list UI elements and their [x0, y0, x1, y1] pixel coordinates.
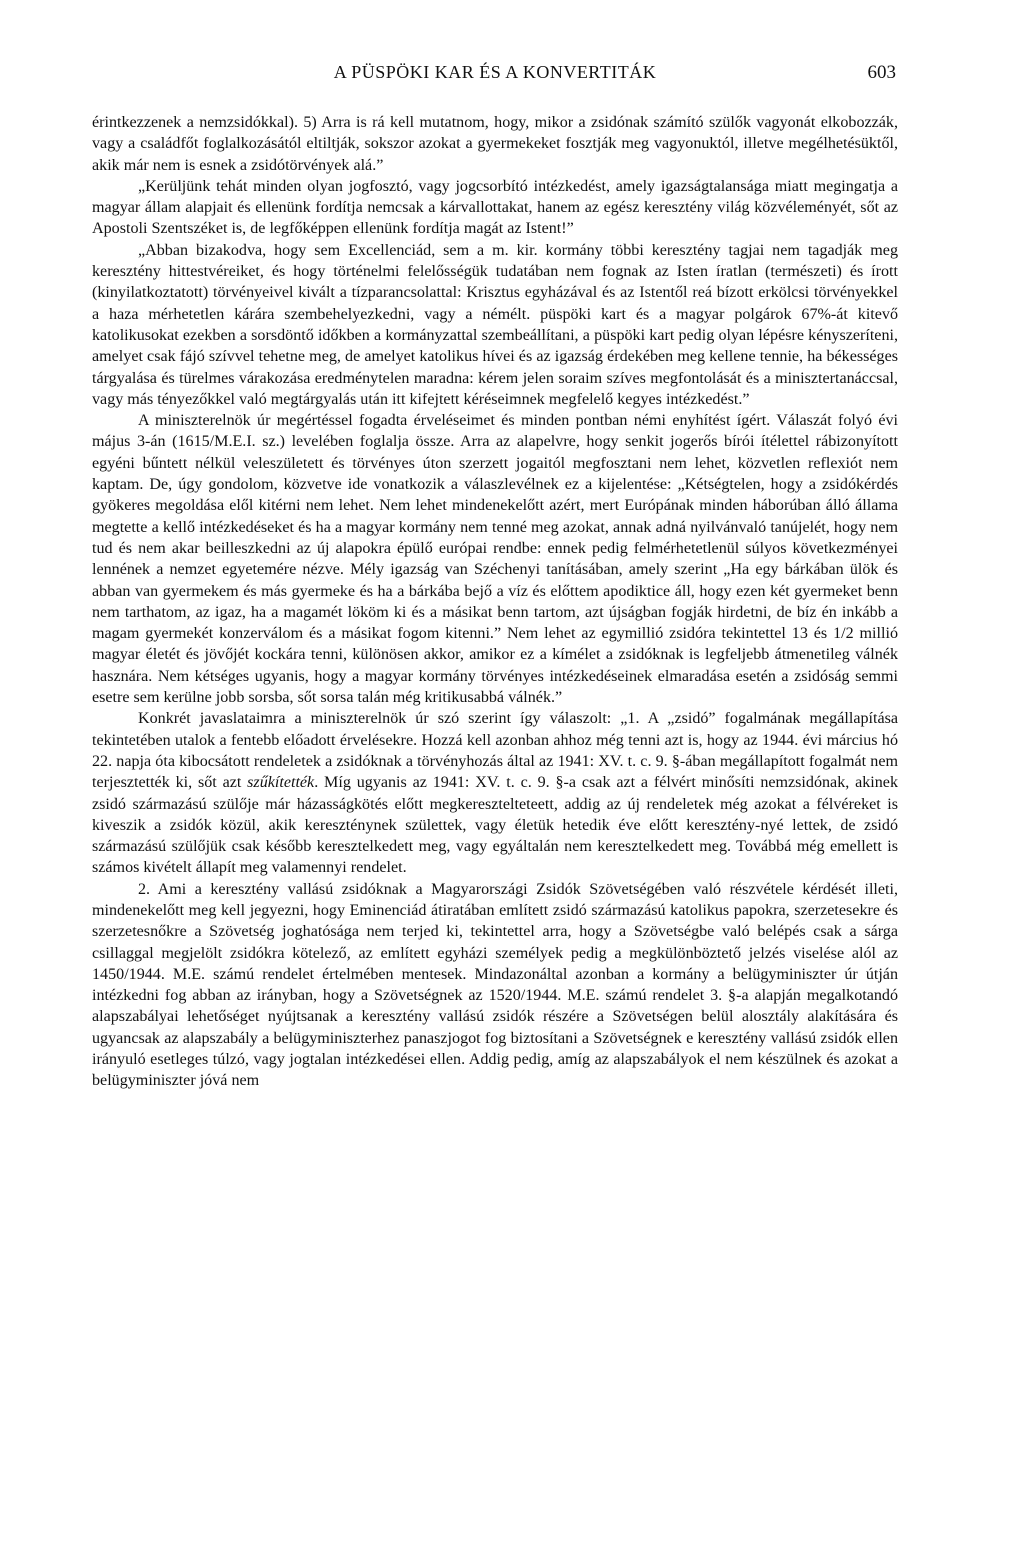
page-number: 603 [867, 62, 896, 83]
paragraph-text: Konkrét javaslataimra a miniszterelnök úr szó szerint így válaszolt: „1. A „zsidó” fogalmának megállapítása tekintetében utalok a fentebb előadott érvelésekre. Hozzá kell azonban ahhoz még tenni azt is, hogy az 1944. évi március hó 22. napja óta kibocsátott rendeletek a zsidóknak a törvényhozás által az 1941: XV. t. c. 9. §-ában megállapított fogalmát nem terjesztették ki, sőt azt [92, 710, 898, 792]
paragraph-quote-1: „Kerüljünk tehát minden olyan jogfosztó, vagy jogcsorbító intézkedést, amely igazságtalansága miatt megingatja a magyar állam alapjait és ellenünk fordítja nemcsak a kárvallottakat, hanem az egész keresztény világ közvéleményét, sőt az Apostoli Szentszéket is, de legfőképpen ellenünk fordítja magát az Istent!” [92, 177, 898, 238]
paragraph-point-2: 2. Ami a keresztény vallású zsidóknak a Magyarországi Zsidók Szövetségében való részvétele kérdését illeti, mindenekelőtt meg kell jegyezni, hogy Eminenciád átiratában említett zsidó származású katolikus papokra, szerzetesekre és szerzetesnőkre a Szövetség joghatósága nem terjed ki, tekintettel arra, hogy a Szövetségbe való belépés csak a sárga csillaggal megjelölt zsidókra kötelező, az említett egyházi személyek pedig a megkülönböztető jelzés viselése alól az 1450/1944. M.E. számú rendelet értelmében mentesek. Mindazonáltal azonban a kormány a belügyminiszter úr útján intézkedni fog abban az irányban, hogy a Szövetségnek az 1520/1944. M.E. számú rendelet 3. §-a alapján megalkotandó alapszabályai lehetőséget nyújtsanak a keresztény vallású zsidók részére a Szövetségen belül alosztály alakítására és ugyancsak az alapszabály a belügyminiszterhez panaszjogot fog biztosítani a Szövetségnek e keresztény vallású zsidók ellen irányuló esetleges túlzó, vagy jogtalan intézkedései ellen. Addig pedig, amíg az alapszabályok el nem készülnek és azokat a belügyminiszter jóvá nem [92, 880, 898, 1090]
paragraph-continuation: érintkezzenek a nemzsidókkal). 5) Arra is rá kell mutatnom, hogy, mikor a zsidónak számító szülők vagyonát elkobozzák, vagy a családfőt foglalkozásától eltiltják, sokszor azokat a gyermekeket fosztják meg vagyonuktól, illetve megélhetésüktől, akik már nem is esnek a zsidótörvények alá.” [92, 114, 898, 174]
emphasized-word: szűkítették [247, 774, 315, 792]
paragraph-text: . Míg ugyanis az 1941: XV. t. c. 9. §-a csak azt a félvért minősíti nemzsidónak, akinek zsidó származású szülője már házasságkötés előtt megkeresztelteteett, addig az új rendeletek még azokat a félvéreket is kiveszik a zsidók közül, akik kereszténynek születtek, vagy életük hetedik éve előtt keresztény-nyé lettek, de zsidó származású szülőjük csak később keresztelkedett meg, vagy egyáltalán nem keresztelkedett meg. Továbbá még emellett is számos kivételt állapít meg valamennyi rendelet. [92, 774, 898, 877]
running-title: A PÜSPÖKI KAR ÉS A KONVERTITÁK [333, 62, 657, 82]
paragraph-quote-2: „Abban bizakodva, hogy sem Excellenciád, sem a m. kir. kormány többi keresztény tagjai nem tagadják meg keresztény hittestvéreiket, és hogy történelmi felelősségük tudatában nem fognak az Isten íratlan (természeti) és írott (kinyilatkoztatott) törvényeivel kivált a tízparancsolattal: Krisztus egyházával és az Istentől reá bízott erkölcsi törvényekkel a haza mérhetetlen kárára szembehelyezkedni, vagy a némélt. püspöki kart és a magyar polgárok 67%-át kitevő katolikusokat ezekben a sorsdöntő időkben a kormányzattal szembeállítani, a püspöki kart pedig olyan lépésre kényszeríteni, amelyet csak fájó szívvel tehetne meg, de amelyet katolikus hívei és az igazság érdekében meg kellene tennie, ha békességes tárgyalása és türelmes várakozása eredménytelen maradna: kérem jelen soraim szíves megfontolását és a minisztertanáccsal, vagy más tényezőkkel való megtárgyalás után itt kifejtett kéréseimnek megfelelő kegyes intézkedést.” [92, 241, 898, 408]
paragraph-prime-minister-reply: A miniszterelnök úr megértéssel fogadta érveléseimet és minden pontban némi enyhítést ígért. Válaszát folyó évi május 3-án (1615/M.E.I. sz.) levelében foglalja össze. Arra az alapelvre, hogy senkit jogerős bírói ítélettel rábizonyított egyéni bűntett nélkül veleszületett és törvényes úton szerzett jogaitól megfosztani nem lehet, közvetlen reflexiót nem kaptam. De, úgy gondolom, közvetve ide vonatkozik a válaszlevélnek ez a kijelentése: „Kétségtelen, hogy a zsidókérdés gyökeres megoldása elől kitérni nem lehet. Nem lehet mindenekelőtt azért, mert Európának minden háborúban álló állama megtette a kellő intézkedéseket és ha a magyar kormány nem tenné meg azokat, annak adná nyilvánvaló tanújelét, hogy nem tud és nem akar beilleszkedni az új alapokra épülő európai rendbe: ennek pedig felmérhetetlenül súlyos következményei lennének a nemzet egyetemére nézve. Mély igazság van Széchenyi tanításában, amely szerint „Ha egy bárkában ülök és abban van gyermekem és más gyermeke és ha a bárkába bejő a víz és előttem apodiktice áll, hogy ezen két gyermeket benn nem tarthatom, az igaz, ha a magamét lököm ki és a másikat benn tartom, azt újságban fogják hirdetni, de bíz én inkább a magam gyermekét konzerválom és a másikat fogom kitenni.” Nem lehet az egymillió zsidóra tekintettel 13 és 1/2 millió magyar életét és jövőjét kockára tenni, különösen akkor, amikor ez a kímélet a zsidóknak is legfeljebb átmenetileg válnék hasznára. Nem kétséges ugyanis, hogy a magyar kormány törvényes intézkedéseinek elmaradása esetén a zsidóság semmi esetre sem kerülne jobb sorsba, sőt sorsa talán még kritikusabbá válnék.” [92, 412, 898, 707]
paragraph-concrete-proposals [92, 708, 898, 878]
body-text [92, 112, 898, 1092]
running-header [92, 62, 898, 88]
book-page [92, 0, 898, 1546]
